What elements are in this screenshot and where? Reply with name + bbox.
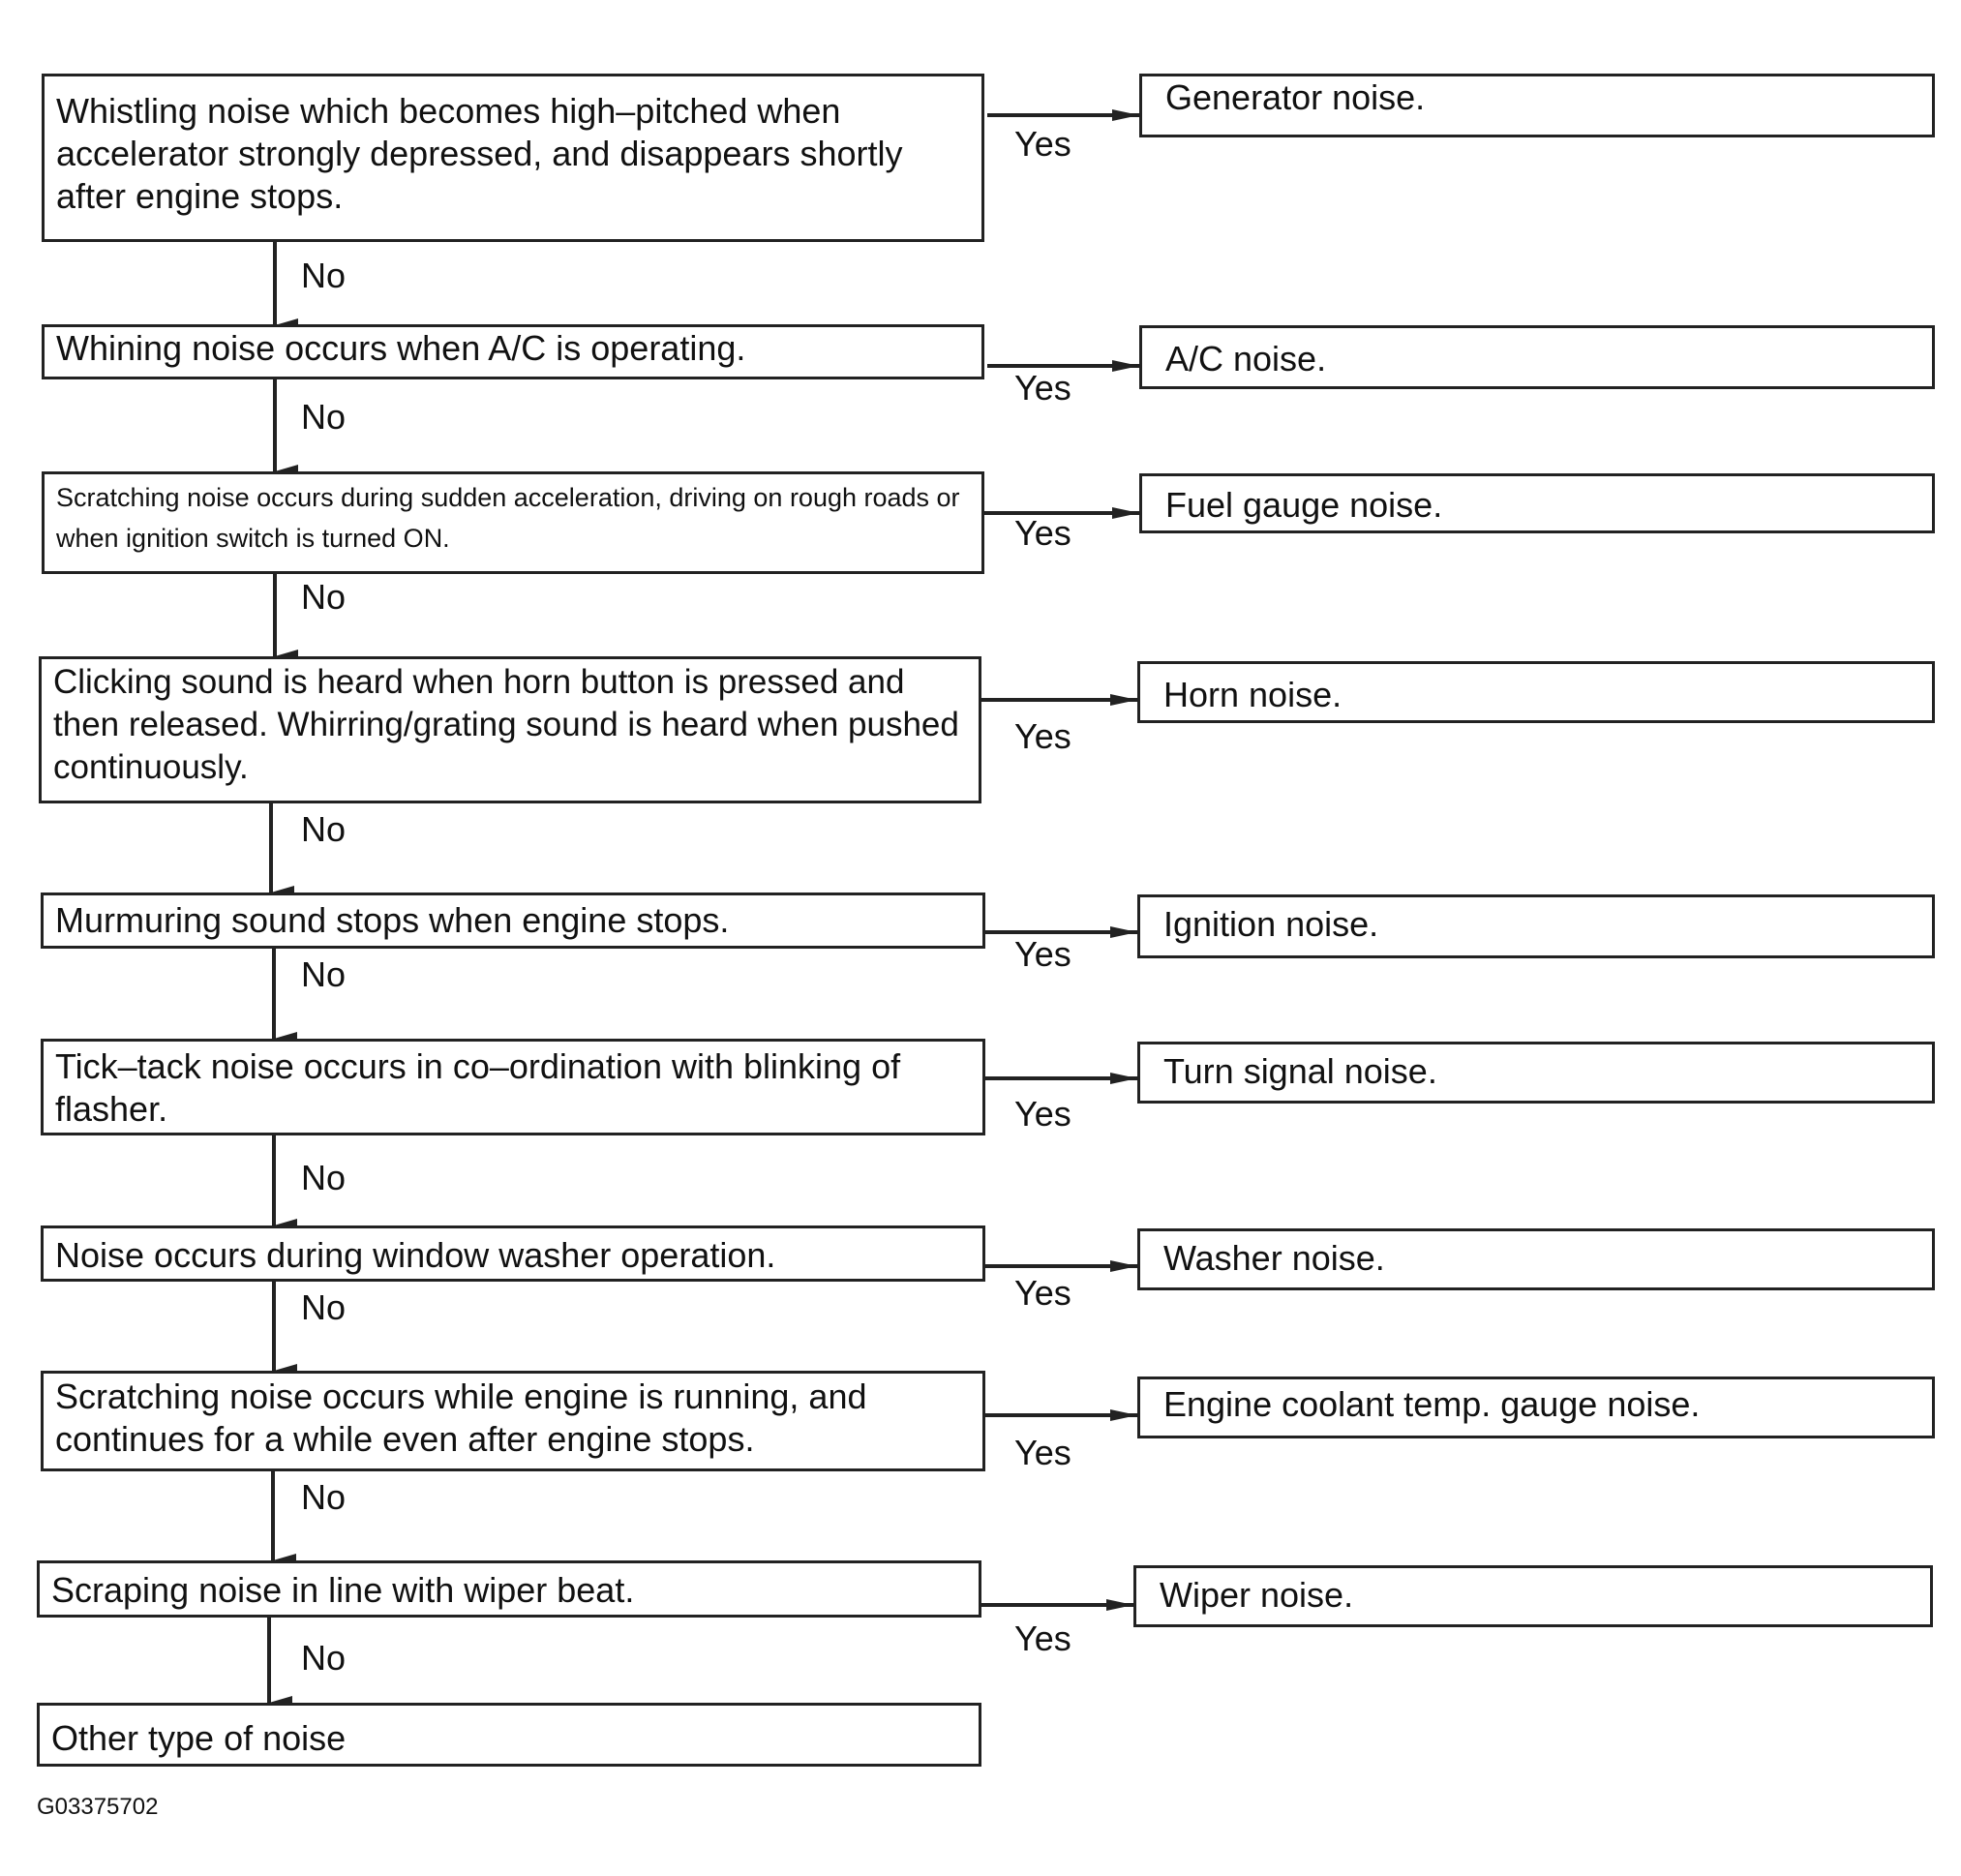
result-box-5 <box>1137 894 1935 958</box>
figure-code: G03375702 <box>37 1794 159 1820</box>
no-label-8: No <box>301 1477 347 1517</box>
result-text-2: A/C noise. <box>1165 339 1327 378</box>
question-box-1 <box>42 74 984 242</box>
question-text-7: Noise occurs during window washer operation. <box>55 1235 776 1275</box>
question-text-3: Scratching noise occurs during sudden acceleration, driving on rough roads or when ignition switch is turned ON. <box>56 483 960 553</box>
yes-label-3: Yes <box>1014 513 1071 553</box>
result-text-9: Wiper noise. <box>1160 1575 1354 1615</box>
question-box-6 <box>41 1039 985 1135</box>
yes-label-8: Yes <box>1014 1433 1071 1472</box>
yes-label-1: Yes <box>1014 124 1071 164</box>
result-box-7 <box>1137 1228 1935 1290</box>
question-text-4: Clicking sound is heard when horn button is pressed and then released. Whirring/grating sound is heard when pushed continuously. <box>53 663 959 787</box>
question-text-5: Murmuring sound stops when engine stops. <box>55 900 730 940</box>
no-label-1: No <box>301 256 347 295</box>
final-text: Other type of noise <box>51 1718 347 1758</box>
question-text-2: Whining noise occurs when A/C is operating. <box>56 328 746 368</box>
question-text-1: Whistling noise which becomes high–pitched when accelerator strongly depressed, and disappears shortly after engine stops. <box>56 91 903 216</box>
yes-label-7: Yes <box>1014 1273 1071 1313</box>
question-box-4 <box>39 656 981 803</box>
question-text-8: Scratching noise occurs while engine is running, and continues for a while even after engine stops. <box>55 1377 867 1459</box>
result-box-6 <box>1137 1042 1935 1104</box>
result-box-2 <box>1139 325 1935 389</box>
result-text-3: Fuel gauge noise. <box>1165 485 1443 525</box>
no-label-5: No <box>301 954 347 994</box>
result-box-9 <box>1133 1565 1933 1627</box>
result-text-7: Washer noise. <box>1163 1238 1385 1278</box>
result-text-6: Turn signal noise. <box>1163 1051 1437 1091</box>
result-box-3 <box>1139 473 1935 533</box>
no-label-9: No <box>301 1638 347 1678</box>
question-box-3 <box>42 471 984 574</box>
no-label-3: No <box>301 577 347 617</box>
question-text-6: Tick–tack noise occurs in co–ordination with blinking of flasher. <box>55 1046 901 1129</box>
result-box-8 <box>1137 1377 1935 1438</box>
no-label-6: No <box>301 1158 347 1197</box>
no-label-7: No <box>301 1287 347 1327</box>
yes-label-9: Yes <box>1014 1619 1071 1658</box>
yes-label-2: Yes <box>1014 368 1071 408</box>
question-box-8 <box>41 1371 985 1471</box>
question-box-7 <box>41 1225 985 1282</box>
result-text-1: Generator noise. <box>1165 77 1426 117</box>
yes-label-4: Yes <box>1014 716 1071 756</box>
no-label-4: No <box>301 809 347 849</box>
result-text-5: Ignition noise. <box>1163 904 1379 944</box>
result-box-4 <box>1137 661 1935 723</box>
result-text-8: Engine coolant temp. gauge noise. <box>1163 1384 1701 1424</box>
question-box-5 <box>41 893 985 949</box>
final-box <box>37 1703 981 1767</box>
question-box-2 <box>42 324 984 379</box>
result-box-1 <box>1139 74 1935 137</box>
yes-label-5: Yes <box>1014 934 1071 974</box>
no-label-2: No <box>301 397 347 437</box>
yes-label-6: Yes <box>1014 1094 1071 1134</box>
result-text-4: Horn noise. <box>1163 675 1343 714</box>
question-box-9 <box>37 1560 981 1618</box>
question-text-9: Scraping noise in line with wiper beat. <box>51 1570 635 1610</box>
